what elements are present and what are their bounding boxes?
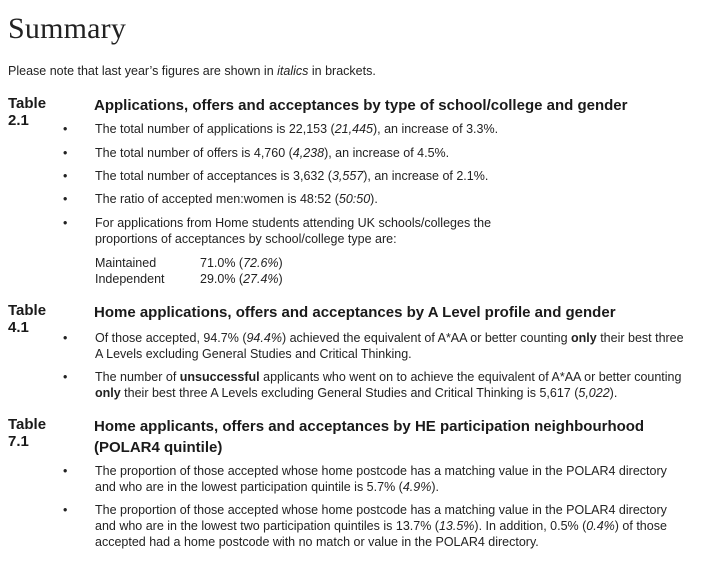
bullet-icon: • [63,503,68,517]
acceptance-split-row: Maintained 71.0% (72.6%) [95,256,283,270]
bullet-icon: • [63,122,68,136]
bullet-icon: • [63,370,68,384]
section-heading: Home applicants, offers and acceptances by HE participation neighbourhood (POLAR4 quintile) [94,418,645,456]
section-heading: Applications, offers and acceptances by type of school/college and gender [94,97,628,114]
section-heading: Home applications, offers and acceptances by A Level profile and gender [94,304,616,321]
acceptance-split-row: Independent 29.0% (27.4%) [95,272,283,286]
table-number: Table 2.1 [8,95,47,129]
bullet-icon: • [63,331,68,345]
bullet-icon: • [63,169,68,183]
bullet-icon: • [63,146,68,160]
bullet-icon: • [63,192,68,206]
figures-note: Please note that last year’s figures are shown in italics in brackets. [8,64,376,78]
table-number: Table 7.1 [8,416,47,450]
table-number: Table 4.1 [8,302,47,336]
page-title: Summary [8,12,127,45]
bullet-icon: • [63,216,68,230]
bullet-icon: • [63,464,68,478]
